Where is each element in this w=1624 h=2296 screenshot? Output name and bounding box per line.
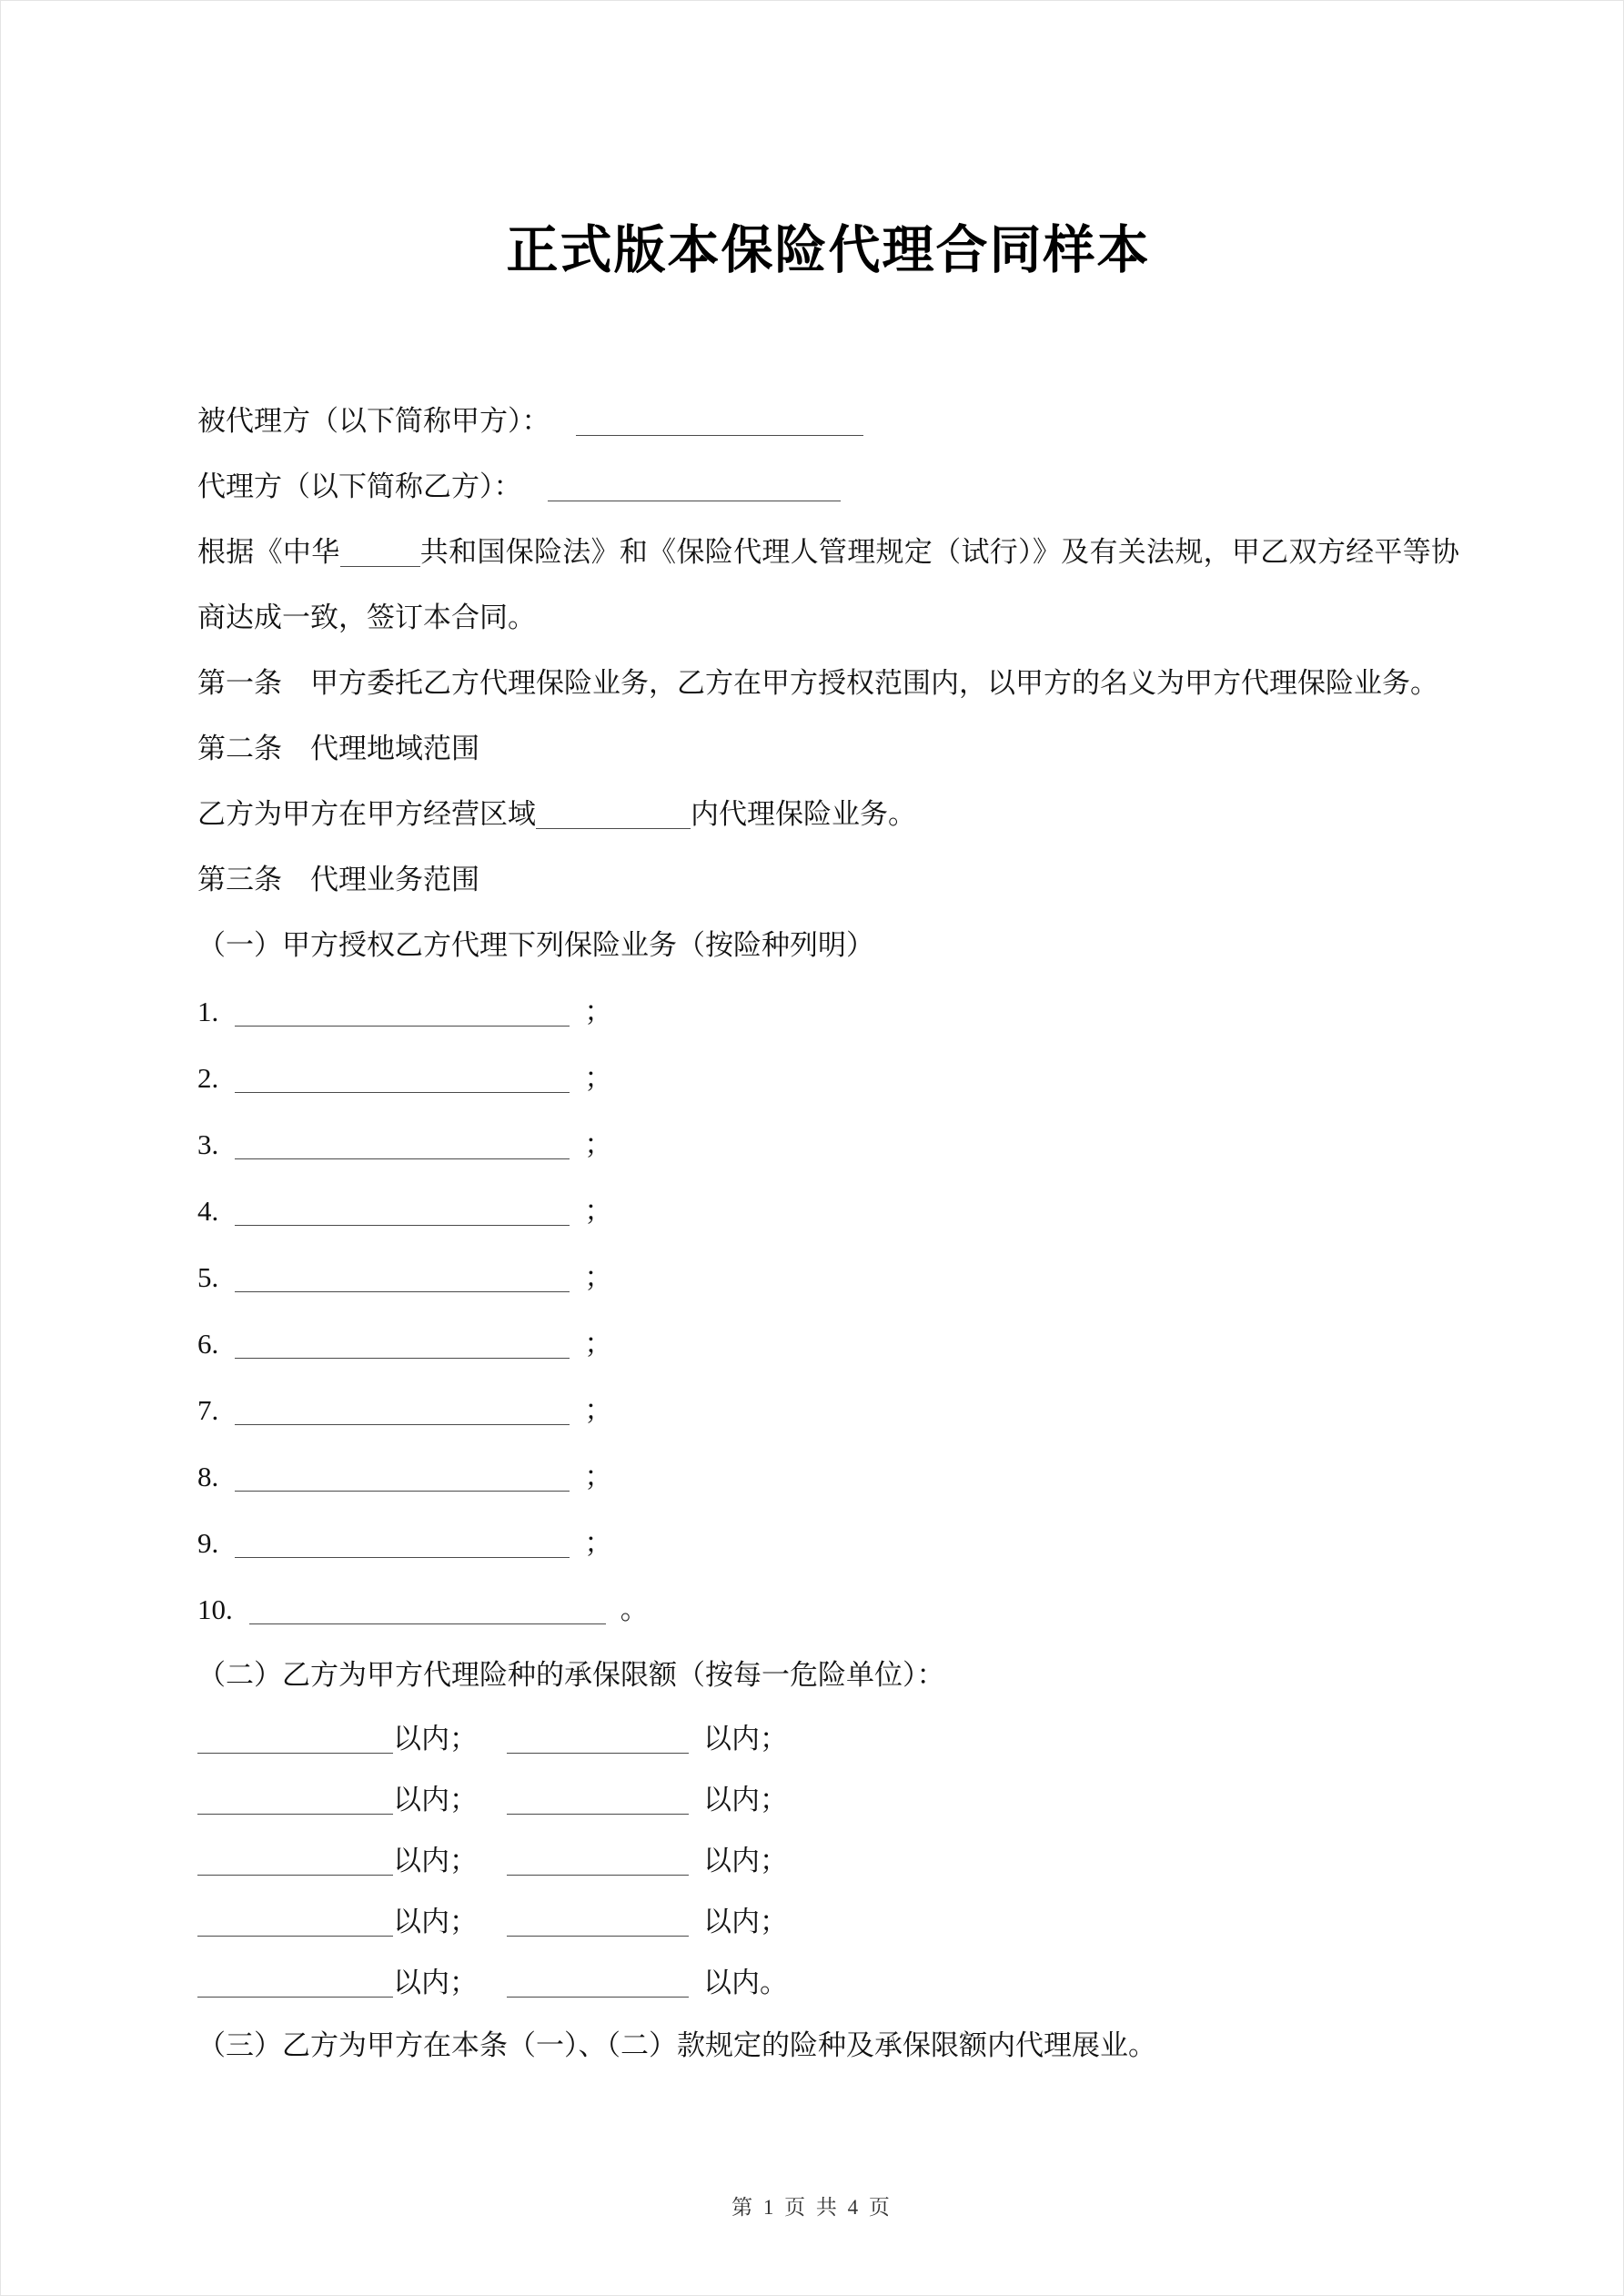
document-title: 正式版本保险代理合同样本 [506, 222, 1151, 279]
limit-suffix: 以内； [703, 1723, 788, 1755]
item-punct: ； [584, 1261, 613, 1293]
item-punct: ； [584, 1062, 613, 1094]
limit-blank [507, 1906, 689, 1937]
limit-suffix: 以内； [393, 1906, 478, 1937]
list-item [197, 1377, 1459, 1443]
limit-blank [507, 1723, 689, 1754]
item-blank [235, 1461, 570, 1492]
item-number: 3. [197, 1128, 219, 1160]
limit-suffix: 以内； [703, 1906, 788, 1937]
item-number: 4. [197, 1195, 219, 1227]
limit-blank [197, 1784, 393, 1815]
item-punct: ； [584, 1461, 613, 1492]
clause-2-heading: （二）乙方为甲方代理险种的承保限额（按每一危险单位）： [197, 1659, 945, 1691]
list-item [197, 1178, 1459, 1244]
article-2-paragraph [197, 782, 1459, 847]
limit-blank [197, 1723, 393, 1754]
limit-blank [197, 1845, 393, 1876]
item-blank [235, 1527, 570, 1558]
item-number: 8. [197, 1461, 219, 1492]
item-punct: ； [584, 1527, 613, 1559]
basis-blank [340, 536, 420, 567]
list-item [197, 1310, 1459, 1377]
list-item [197, 1244, 1459, 1310]
list-item [197, 1111, 1459, 1178]
item-number: 1. [197, 996, 219, 1027]
limit-row [197, 1769, 1459, 1830]
insurance-type-list [197, 978, 1459, 1643]
item-blank [235, 996, 570, 1027]
list-item [197, 1576, 1459, 1643]
page-number-footer: 第 1 页 共 4 页 [731, 2196, 893, 2219]
limit-row [197, 1891, 1459, 1952]
item-blank [235, 1195, 570, 1226]
item-blank [235, 1261, 570, 1292]
basis-text-pre: 根据《中华 [197, 536, 340, 568]
item-number: 5. [197, 1261, 219, 1293]
basis-text-post: 共和国保险法》和《保险代理人管理规定（试行）》及有关法规，甲乙双方经平等协商达成一致，签订本合同。 [197, 536, 1460, 633]
list-item [197, 1045, 1459, 1111]
item-punct: ； [584, 996, 613, 1027]
limit-suffix: 以内。 [703, 1967, 788, 1998]
item-number: 7. [197, 1394, 219, 1426]
limit-suffix: 以内； [393, 1723, 478, 1755]
item-punct: ； [584, 1328, 613, 1360]
limit-blank [507, 1967, 689, 1998]
party-b-line [197, 454, 1459, 520]
limit-row [197, 1708, 1459, 1769]
item-punct: ； [584, 1195, 613, 1227]
limit-row [197, 1830, 1459, 1891]
item-blank [249, 1593, 606, 1624]
limit-blank [197, 1967, 393, 1998]
item-punct: 。 [620, 1593, 649, 1625]
limit-suffix: 以内； [393, 1845, 478, 1876]
limit-row [197, 1952, 1459, 2013]
item-blank [235, 1394, 570, 1425]
item-punct: ； [584, 1128, 613, 1160]
region-blank [536, 798, 691, 829]
limit-suffix: 以内； [703, 1784, 788, 1816]
item-number: 2. [197, 1062, 219, 1094]
party-a-label: 被代理方（以下简称甲方）： [197, 405, 550, 437]
item-punct: ； [584, 1394, 613, 1426]
limit-blank [197, 1906, 393, 1937]
document-body [197, 389, 1459, 2079]
article-2-text-post: 内代理保险业务。 [691, 798, 916, 830]
limit-list [197, 1708, 1459, 2013]
limit-blank [507, 1845, 689, 1876]
article-2-heading: 第二条 代理地域范围 [197, 733, 479, 764]
item-blank [235, 1062, 570, 1093]
limit-suffix: 以内； [703, 1845, 788, 1876]
party-b-label: 代理方（以下简称乙方）： [197, 470, 522, 502]
article-3-heading: 第三条 代理业务范围 [197, 864, 479, 895]
article-1-paragraph: 第一条 甲方委托乙方代理保险业务，乙方在甲方授权范围内，以甲方的名义为甲方代理保险业务。 [197, 667, 1438, 699]
clause-3-paragraph: （三）乙方为甲方在本条（一）、（二）款规定的险种及承保限额内代理展业。 [197, 2029, 1156, 2061]
item-blank [235, 1128, 570, 1159]
party-b-blank [548, 470, 841, 501]
party-a-line [197, 389, 1459, 454]
article-2-text-pre: 乙方为甲方在甲方经营区域 [197, 798, 536, 830]
basis-paragraph [197, 520, 1459, 651]
party-a-blank [576, 405, 863, 436]
item-number: 10. [197, 1593, 233, 1625]
list-item [197, 1443, 1459, 1510]
limit-suffix: 以内； [393, 1784, 478, 1816]
list-item [197, 1510, 1459, 1576]
item-blank [235, 1328, 570, 1359]
clause-1-heading: （一）甲方授权乙方代理下列保险业务（按险种列明） [197, 929, 874, 961]
item-number: 6. [197, 1328, 219, 1360]
limit-suffix: 以内； [393, 1967, 478, 1998]
limit-blank [507, 1784, 689, 1815]
item-number: 9. [197, 1527, 219, 1559]
list-item [197, 978, 1459, 1045]
